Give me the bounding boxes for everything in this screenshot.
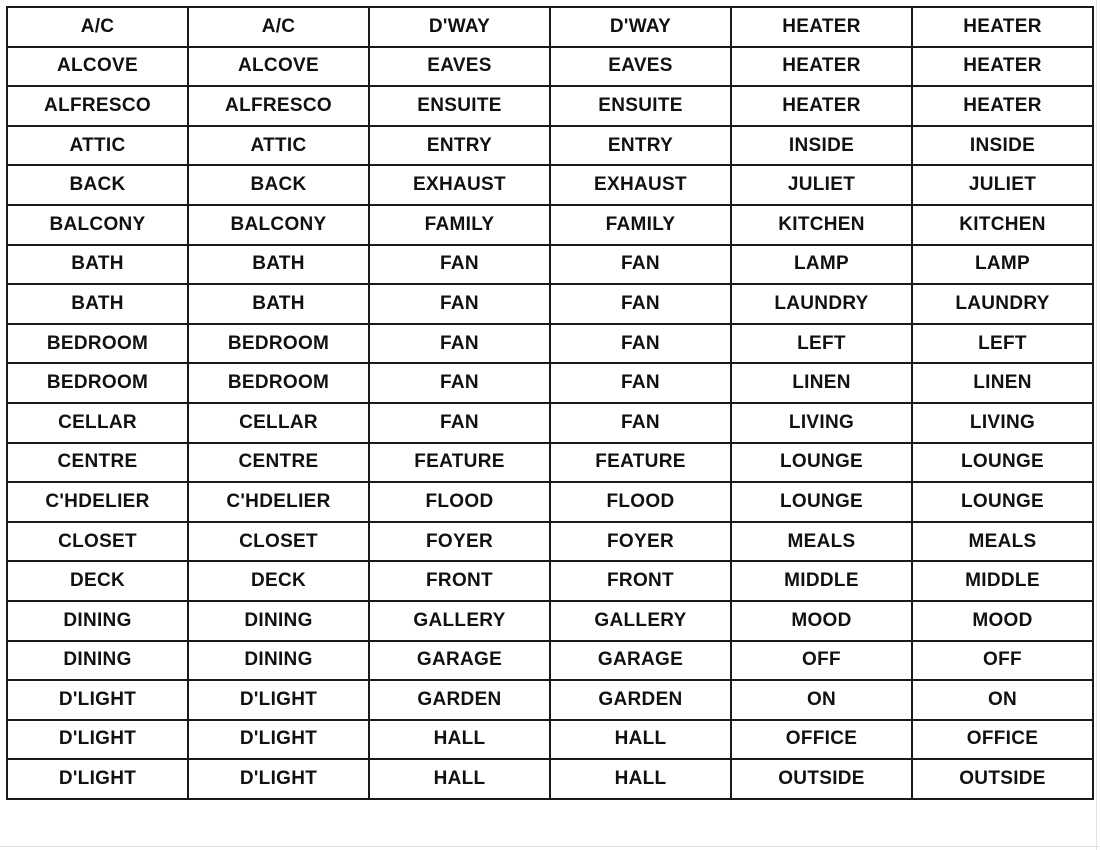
table-cell[interactable]: LINEN: [912, 363, 1093, 403]
table-cell[interactable]: EAVES: [550, 47, 731, 87]
table-row: [7, 245, 1093, 285]
table-cell[interactable]: DECK: [7, 561, 188, 601]
table-cell[interactable]: MIDDLE: [731, 561, 912, 601]
table-cell[interactable]: EAVES: [369, 47, 550, 87]
table-cell[interactable]: FAMILY: [550, 205, 731, 245]
table-cell[interactable]: BEDROOM: [188, 363, 369, 403]
table-row: [7, 482, 1093, 522]
table-row: [7, 363, 1093, 403]
table-cell[interactable]: LINEN: [731, 363, 912, 403]
table-cell[interactable]: GALLERY: [550, 601, 731, 641]
table-cell[interactable]: FEATURE: [369, 443, 550, 483]
table-cell[interactable]: FEATURE: [550, 443, 731, 483]
table-cell[interactable]: GARAGE: [369, 641, 550, 681]
table-cell[interactable]: LEFT: [731, 324, 912, 364]
table-cell[interactable]: ON: [731, 680, 912, 720]
table-row: [7, 126, 1093, 166]
table-cell[interactable]: ENSUITE: [369, 86, 550, 126]
table-cell[interactable]: FAN: [550, 403, 731, 443]
table-cell[interactable]: A/C: [7, 7, 188, 47]
table-cell[interactable]: D'LIGHT: [7, 759, 188, 799]
table-cell[interactable]: GARDEN: [550, 680, 731, 720]
table-cell[interactable]: D'WAY: [369, 7, 550, 47]
table-row: [7, 522, 1093, 562]
label-table-body: [7, 7, 1093, 799]
table-cell[interactable]: D'LIGHT: [188, 759, 369, 799]
table-cell[interactable]: LIVING: [731, 403, 912, 443]
table-row: [7, 561, 1093, 601]
table-cell[interactable]: MOOD: [731, 601, 912, 641]
table-cell[interactable]: JULIET: [912, 165, 1093, 205]
table-row: [7, 7, 1093, 47]
table-cell[interactable]: CLOSET: [188, 522, 369, 562]
table-cell[interactable]: MEALS: [731, 522, 912, 562]
table-cell[interactable]: LOUNGE: [731, 482, 912, 522]
table-cell[interactable]: LAUNDRY: [731, 284, 912, 324]
table-cell[interactable]: CLOSET: [7, 522, 188, 562]
table-cell[interactable]: DINING: [188, 641, 369, 681]
table-cell[interactable]: A/C: [188, 7, 369, 47]
table-row: [7, 205, 1093, 245]
table-cell[interactable]: BATH: [188, 284, 369, 324]
table-cell[interactable]: ALCOVE: [188, 47, 369, 87]
table-cell[interactable]: D'LIGHT: [188, 720, 369, 760]
table-cell[interactable]: FRONT: [550, 561, 731, 601]
table-cell[interactable]: FLOOD: [369, 482, 550, 522]
table-cell[interactable]: DECK: [188, 561, 369, 601]
table-cell[interactable]: CENTRE: [188, 443, 369, 483]
table-cell[interactable]: KITCHEN: [731, 205, 912, 245]
table-cell[interactable]: FAN: [369, 245, 550, 285]
table-row: [7, 403, 1093, 443]
table-cell[interactable]: HEATER: [912, 86, 1093, 126]
table-cell[interactable]: GARDEN: [369, 680, 550, 720]
table-cell[interactable]: JULIET: [731, 165, 912, 205]
table-cell[interactable]: HEATER: [731, 7, 912, 47]
table-cell[interactable]: ALFRESCO: [188, 86, 369, 126]
table-cell[interactable]: FLOOD: [550, 482, 731, 522]
table-cell[interactable]: BATH: [7, 245, 188, 285]
table-cell[interactable]: MIDDLE: [912, 561, 1093, 601]
table-cell[interactable]: HALL: [550, 720, 731, 760]
table-cell[interactable]: MEALS: [912, 522, 1093, 562]
table-cell[interactable]: FAN: [369, 324, 550, 364]
label-table: [6, 6, 1094, 800]
table-cell[interactable]: OFF: [731, 641, 912, 681]
table-cell[interactable]: ATTIC: [7, 126, 188, 166]
table-cell[interactable]: ALCOVE: [7, 47, 188, 87]
table-cell[interactable]: CELLAR: [188, 403, 369, 443]
table-cell[interactable]: FOYER: [550, 522, 731, 562]
table-row: [7, 601, 1093, 641]
table-cell[interactable]: DINING: [188, 601, 369, 641]
sheet-gridline-right: [1096, 0, 1097, 850]
table-cell[interactable]: LOUNGE: [912, 443, 1093, 483]
table-cell[interactable]: OFFICE: [912, 720, 1093, 760]
table-cell[interactable]: HALL: [369, 759, 550, 799]
table-cell[interactable]: CELLAR: [7, 403, 188, 443]
table-row: [7, 284, 1093, 324]
sheet-gridline-bottom: [0, 846, 1100, 847]
table-cell[interactable]: D'WAY: [550, 7, 731, 47]
table-cell[interactable]: LEFT: [912, 324, 1093, 364]
table-cell[interactable]: BEDROOM: [188, 324, 369, 364]
table-cell[interactable]: D'LIGHT: [7, 720, 188, 760]
table-cell[interactable]: ALFRESCO: [7, 86, 188, 126]
table-cell[interactable]: FAN: [369, 403, 550, 443]
table-cell[interactable]: KITCHEN: [912, 205, 1093, 245]
table-cell[interactable]: LAMP: [912, 245, 1093, 285]
table-cell[interactable]: FAN: [550, 284, 731, 324]
table-cell[interactable]: CENTRE: [7, 443, 188, 483]
table-row: [7, 86, 1093, 126]
table-cell[interactable]: INSIDE: [912, 126, 1093, 166]
table-cell[interactable]: HEATER: [912, 7, 1093, 47]
table-row: [7, 443, 1093, 483]
table-cell[interactable]: BATH: [7, 284, 188, 324]
table-cell[interactable]: LAUNDRY: [912, 284, 1093, 324]
table-cell[interactable]: OUTSIDE: [912, 759, 1093, 799]
table-cell[interactable]: ENSUITE: [550, 86, 731, 126]
table-cell[interactable]: OUTSIDE: [731, 759, 912, 799]
table-cell[interactable]: EXHAUST: [369, 165, 550, 205]
table-cell[interactable]: BATH: [188, 245, 369, 285]
table-cell[interactable]: C'HDELIER: [188, 482, 369, 522]
table-cell[interactable]: FRONT: [369, 561, 550, 601]
table-row: [7, 680, 1093, 720]
table-row: [7, 720, 1093, 760]
table-cell[interactable]: D'LIGHT: [7, 680, 188, 720]
table-cell[interactable]: LOUNGE: [912, 482, 1093, 522]
table-cell[interactable]: OFF: [912, 641, 1093, 681]
table-cell[interactable]: BEDROOM: [7, 324, 188, 364]
table-cell[interactable]: HEATER: [731, 47, 912, 87]
table-cell[interactable]: BALCONY: [188, 205, 369, 245]
table-cell[interactable]: FAN: [550, 324, 731, 364]
table-cell[interactable]: FAMILY: [369, 205, 550, 245]
table-cell[interactable]: DINING: [7, 641, 188, 681]
table-cell[interactable]: LIVING: [912, 403, 1093, 443]
table-cell[interactable]: FOYER: [369, 522, 550, 562]
table-cell[interactable]: INSIDE: [731, 126, 912, 166]
table-cell[interactable]: FAN: [369, 284, 550, 324]
table-cell[interactable]: LOUNGE: [731, 443, 912, 483]
table-row: [7, 324, 1093, 364]
table-cell[interactable]: HALL: [369, 720, 550, 760]
table-row: [7, 165, 1093, 205]
table-cell[interactable]: HALL: [550, 759, 731, 799]
table-cell[interactable]: ON: [912, 680, 1093, 720]
table-cell[interactable]: FAN: [550, 245, 731, 285]
table-cell[interactable]: HEATER: [731, 86, 912, 126]
table-cell[interactable]: ENTRY: [550, 126, 731, 166]
table-cell[interactable]: BALCONY: [7, 205, 188, 245]
table-cell[interactable]: DINING: [7, 601, 188, 641]
table-row: [7, 47, 1093, 87]
table-cell[interactable]: D'LIGHT: [188, 680, 369, 720]
table-row: [7, 759, 1093, 799]
table-cell[interactable]: EXHAUST: [550, 165, 731, 205]
table-cell[interactable]: BEDROOM: [7, 363, 188, 403]
table-cell[interactable]: C'HDELIER: [7, 482, 188, 522]
table-cell[interactable]: LAMP: [731, 245, 912, 285]
table-cell[interactable]: FAN: [369, 363, 550, 403]
table-cell[interactable]: BACK: [7, 165, 188, 205]
table-cell[interactable]: ATTIC: [188, 126, 369, 166]
table-cell[interactable]: HEATER: [912, 47, 1093, 87]
table-cell[interactable]: OFFICE: [731, 720, 912, 760]
table-cell[interactable]: GALLERY: [369, 601, 550, 641]
table-cell[interactable]: FAN: [550, 363, 731, 403]
table-cell[interactable]: BACK: [188, 165, 369, 205]
table-row: [7, 641, 1093, 681]
table-cell[interactable]: ENTRY: [369, 126, 550, 166]
table-cell[interactable]: GARAGE: [550, 641, 731, 681]
table-cell[interactable]: MOOD: [912, 601, 1093, 641]
